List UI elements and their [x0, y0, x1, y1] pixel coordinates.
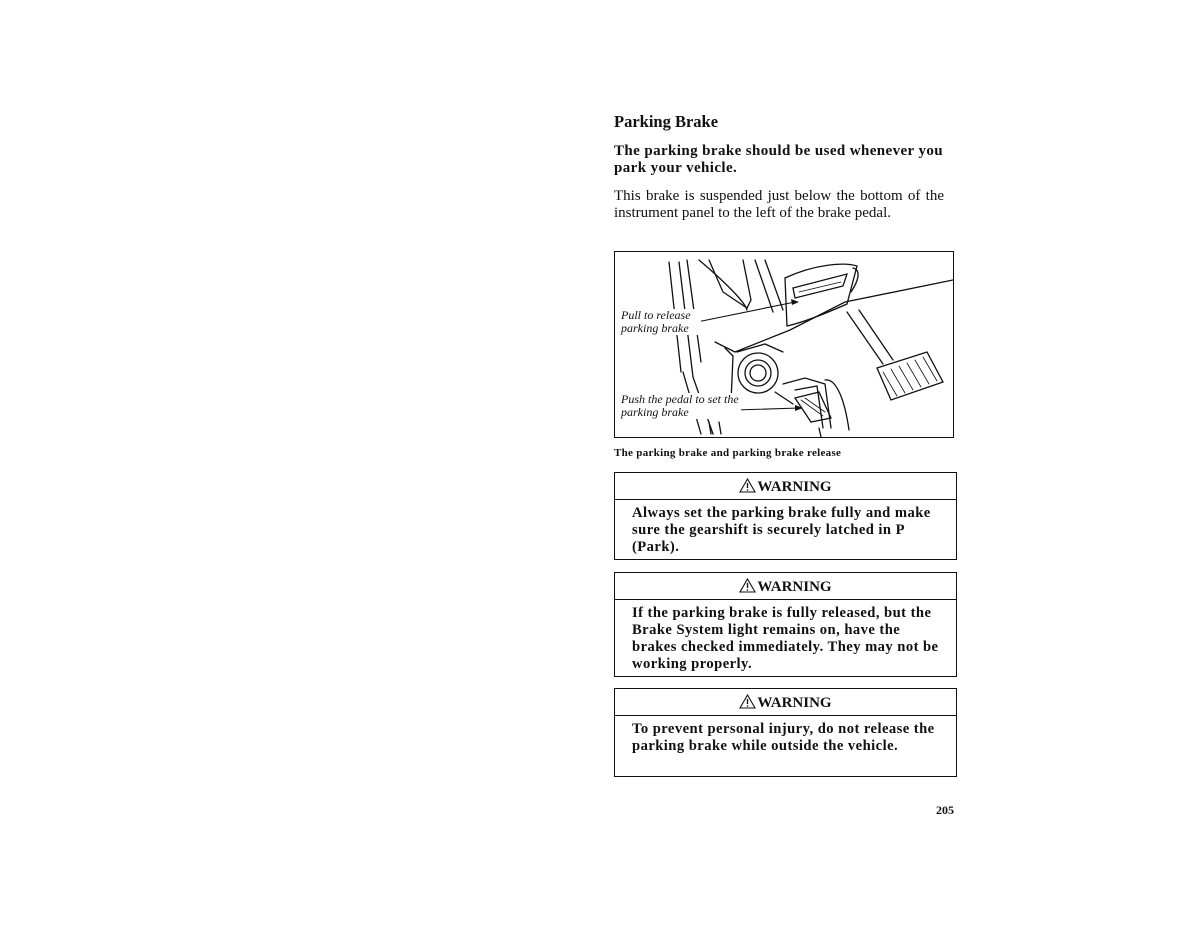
- figure-caption: The parking brake and parking brake release: [614, 447, 842, 459]
- warning-text: To prevent personal injury, do not release the parking brake while outside the vehicle.: [632, 721, 935, 754]
- page-number: 205: [936, 803, 954, 817]
- warning-heading-text: WARNING: [757, 695, 832, 711]
- warning-triangle-icon: [739, 694, 756, 709]
- intro-bold-text: The parking brake should be used whenever you park your vehicle.: [614, 143, 944, 176]
- warning-triangle-icon: [739, 578, 756, 593]
- warning-heading: [615, 573, 956, 600]
- warning-heading: [615, 473, 956, 500]
- parking-brake-illustration: [614, 251, 954, 438]
- intro-text: This brake is suspended just below the bottom of the instrument panel to the left of the brake pedal.: [614, 188, 944, 221]
- warning-text: If the parking brake is fully released, but the Brake System light remains on, have the brakes checked immediately. They may not be working properly.: [632, 605, 939, 672]
- warning-box-3: [614, 688, 957, 777]
- label-release-brake: Pull to release parking brake: [621, 309, 701, 335]
- warning-heading-text: WARNING: [757, 479, 832, 495]
- section-title: Parking Brake: [614, 112, 719, 131]
- warning-box-2: [614, 572, 957, 677]
- warning-triangle-icon: [739, 478, 756, 493]
- warning-box-1: [614, 472, 957, 560]
- warning-text: Always set the parking brake fully and make sure the gearshift is securely latched in P (Park).: [632, 505, 931, 555]
- warning-heading: [615, 689, 956, 716]
- warning-heading-text: WARNING: [757, 579, 832, 595]
- label-push-pedal: Push the pedal to set the parking brake: [621, 393, 741, 419]
